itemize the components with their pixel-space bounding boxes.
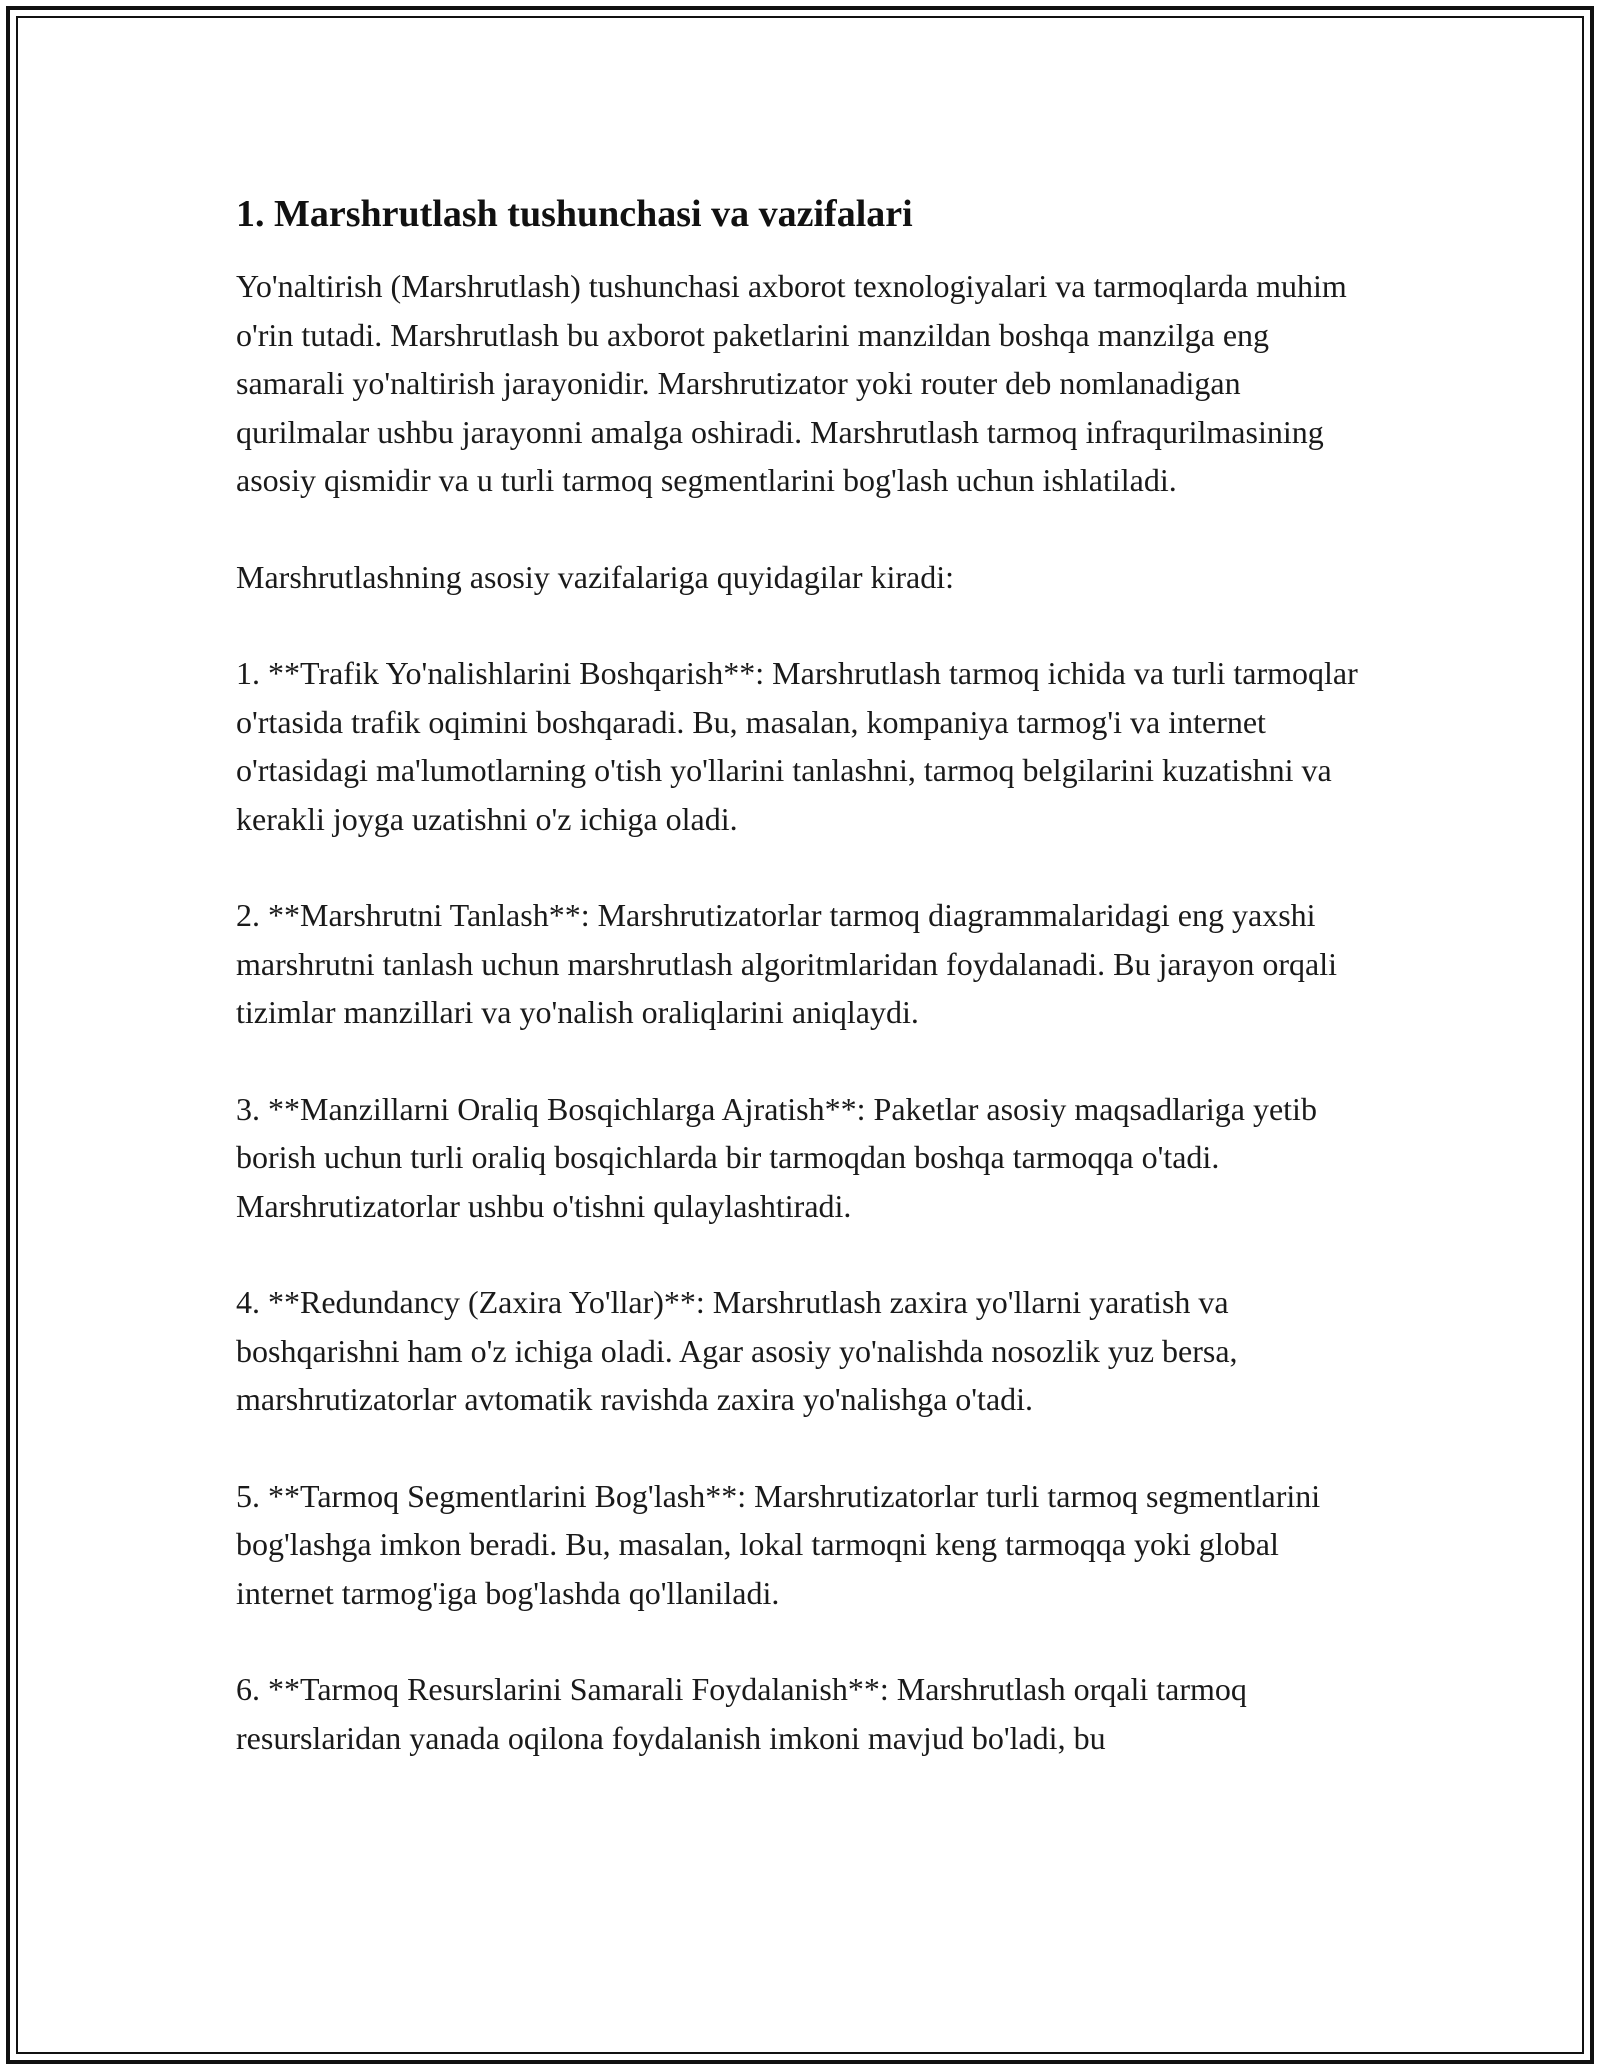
list-item-traffic: 1. **Trafik Yo'nalishlarini Boshqarish**: Marshrutlash tarmoq ichida va turli tarmoqlar o'rtasida trafik oqimini boshqaradi. Bu, masalan, kompaniya tarmog'i va internet o'rtasidagi ma'lumotlarning o'tish yo'llarini tanlashni, tarmoq belgilarini kuzatishni va kerakli joyga uzatishni o'z ichiga oladi. <box>236 655 1358 837</box>
list-item-segments: 5. **Tarmoq Segmentlarini Bog'lash**: Marshrutizatorlar turli tarmoq segmentlarini bog'lashga imkon beradi. Bu, masalan, lokal tarmoqni keng tarmoqqa yoki global internet tarmog'iga bog'lashda qo'llaniladi. <box>236 1477 1321 1611</box>
document-body <box>236 186 1366 1762</box>
list-item-hops: 3. **Manzillarni Oraliq Bosqichlarga Ajratish**: Paketlar asosiy maqsadlariga yetib borish uchun turli oraliq bosqichlarda bir tarmoqdan boshqa tarmoqqa o'tadi. Marshrutizatorlar ushbu o'tishni qulaylashtiradi. <box>236 1090 1317 1224</box>
section-heading: 1. Marshrutlash tushunchasi va vazifalari <box>236 193 913 235</box>
lead-paragraph: Marshrutlashning asosiy vazifalariga quyidagilar kiradi: <box>236 558 955 595</box>
list-item-redundancy: 4. **Redundancy (Zaxira Yo'llar)**: Marshrutlash zaxira yo'llarni yaratish va boshqarishni ham o'z ichiga oladi. Agar asosiy yo'nalishda nosozlik yuz bersa, marshrutizatorlar avtomatik ravishda zaxira yo'nalishga o'tadi. <box>236 1284 1238 1417</box>
list-item-route-selection: 2. **Marshrutni Tanlash**: Marshrutizatorlar tarmoq diagrammalaridagi eng yaxshi marshrutni tanlash uchun marshrutlash algoritmlaridan foydalanadi. Bu jarayon orqali tizimlar manzillari va yo'nalish oraliqlarini aniqlaydi. <box>236 897 1338 1030</box>
list-item-resources: 6. **Tarmoq Resurslarini Samarali Foydalanish**: Marshrutlash orqali tarmoq resurslaridan yanada oqilona foydalanish imkoni mavjud bo'ladi, bu <box>236 1671 1247 1756</box>
intro-paragraph: Yo'naltirish (Marshrutlash) tushunchasi axborot texnologiyalari va tarmoqlarda muhim o'rin tutadi. Marshrutlash bu axborot paketlarini manzildan boshqa manzilga eng samarali yo'naltirish jarayonidir. Marshrutizator yoki router deb nomlanadigan qurilmalar ushbu jarayonni amalga oshiradi. Marshrutlash tarmoq infraqurilmasining asosiy qismidir va u turli tarmoq segmentlarini bog'lash uchun ishlatiladi. <box>236 268 1347 498</box>
